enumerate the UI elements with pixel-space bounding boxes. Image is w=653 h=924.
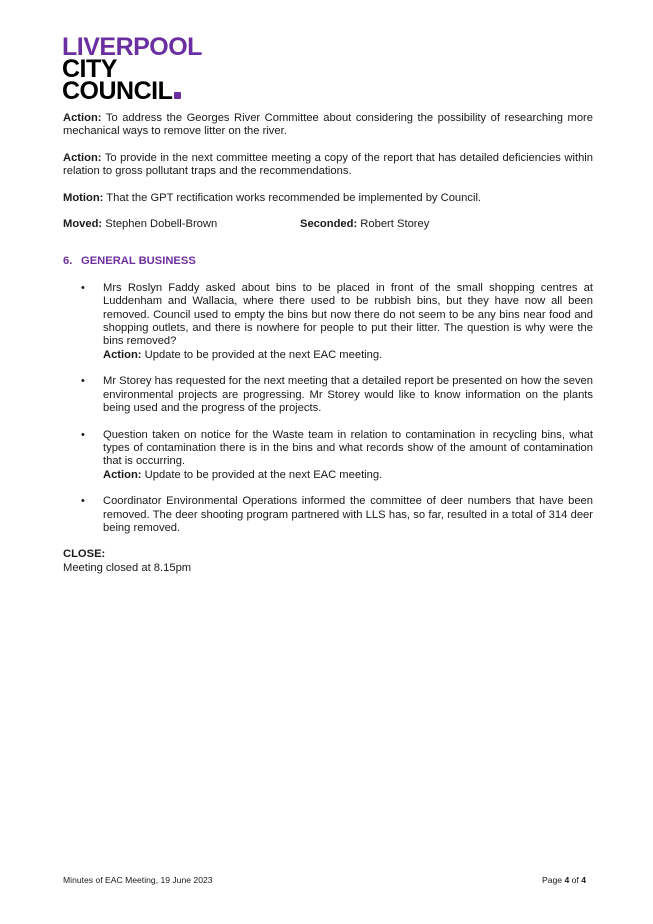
moved-name: Stephen Dobell-Brown (102, 218, 218, 231)
item-text: Question taken on notice for the Waste team in relation to contamination in recycling bins, what types of contamination there is in the bins and what records show of the amount of contamination that is occurring. (103, 428, 593, 468)
action-paragraph-1 (63, 112, 593, 139)
moved-seconded-row (63, 218, 593, 231)
action-text: To provide in the next committee meeting a copy of the report that has detailed deficiencies within relation to gross pollutant traps and the recommendations. (63, 151, 593, 178)
bullet-icon: • (81, 428, 85, 441)
page-number: Page 4 of 4 (542, 875, 586, 885)
close-text: Meeting closed at 8.15pm (63, 561, 192, 574)
seconded-label: Seconded: (300, 218, 358, 231)
footer-title: Minutes of EAC Meeting, 19 June 2023 (63, 875, 213, 885)
item-text: Coordinator Environmental Operations informed the committee of deer numbers that have been removed. The deer shooting program partnered with LLS has, so far, resulted in a total of 314 deer being removed. (103, 495, 593, 534)
section-title: GENERAL BUSINESS (81, 255, 196, 268)
motion-label: Motion: (63, 191, 104, 204)
motion-paragraph (63, 192, 593, 205)
page-footer (63, 875, 586, 885)
seconded-name: Robert Storey (357, 218, 430, 231)
logo-line-2: CITY (62, 55, 117, 83)
logo-line-1: LIVERPOOL (62, 33, 202, 61)
list-item (63, 282, 593, 362)
list-item (63, 495, 593, 535)
item-text: Mr Storey has requested for the next meeting that a detailed report be presented on how the seven environmental projects are progressing. Mr Storey would like to know information on the plants being used and the progress of the projects. (103, 375, 593, 415)
section-number: 6. (63, 255, 73, 268)
motion-text: That the GPT rectification works recommended be implemented by Council. (103, 191, 482, 204)
item-text: Mrs Roslyn Faddy asked about bins to be placed in front of the small shopping centres at Luddenham and Wallacia, where there used to be rubbish bins, but they have now all been removed. Council used to empty the bins but now there do not seem to be any bins near food and shopping outlets, and there is nowhere for people to put their litter. The question is why were the bins removed? (103, 281, 593, 348)
seconded-by (300, 218, 429, 231)
close-section (63, 548, 593, 575)
action-label: Action: (63, 112, 102, 124)
bullet-icon: • (81, 281, 85, 294)
logo-dot-icon (174, 92, 181, 99)
list-item (63, 375, 593, 415)
bullet-icon: • (81, 495, 85, 508)
action-label: Action: (103, 348, 142, 361)
close-heading: CLOSE: (63, 548, 106, 561)
moved-label: Moved: (63, 218, 103, 231)
item-action (103, 349, 593, 362)
action-paragraph-2 (63, 152, 593, 179)
action-label: Action: (103, 468, 142, 481)
logo-line-3: COUNCIL (62, 80, 207, 102)
section-heading (63, 255, 593, 268)
item-action (103, 469, 593, 482)
general-business-list (63, 282, 593, 536)
minutes-content (63, 112, 593, 575)
action-text: Update to be provided at the next EAC meeting. (141, 348, 383, 361)
action-text: To address the Georges River Committee about considering the possibility of researching more mechanical ways to remove litter on the river. (63, 112, 593, 138)
action-label: Action: (63, 151, 102, 164)
list-item (63, 429, 593, 483)
action-text: Update to be provided at the next EAC meeting. (141, 468, 383, 481)
moved-by (63, 218, 300, 231)
bullet-icon: • (81, 375, 85, 388)
liverpool-city-council-logo (62, 33, 207, 106)
